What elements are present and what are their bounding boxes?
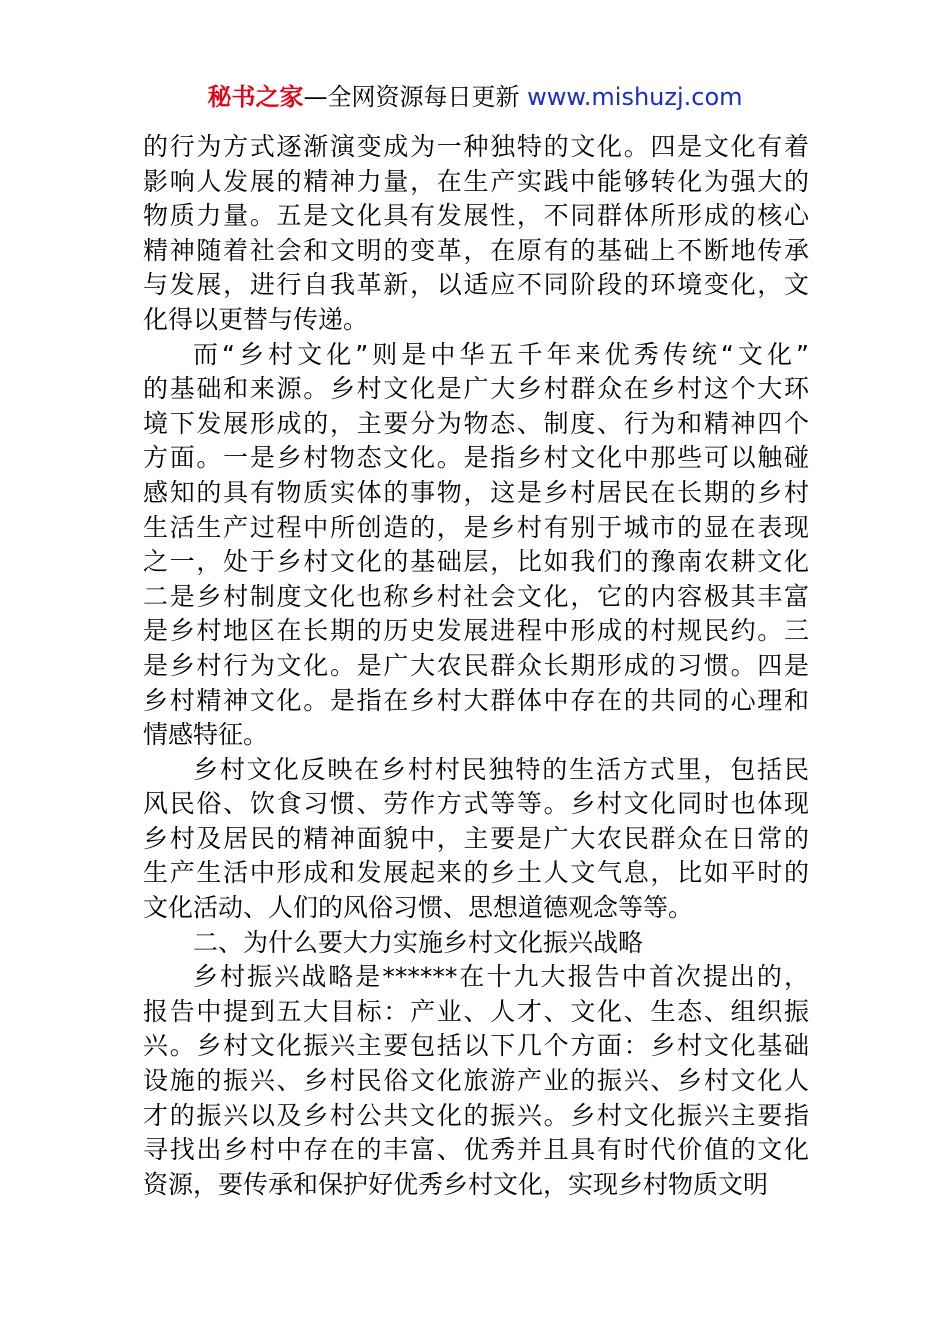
site-tagline: —全网资源每日更新 (303, 83, 528, 111)
paragraph-1-line-3: 方面。一是乡村物态文化。是指乡村文化中那些可以触碰 (143, 443, 809, 473)
site-url[interactable]: www.mishuzj.com (527, 83, 743, 111)
paragraph-0-line-0: 的行为方式逐渐演变成为一种独特的文化。四是文化有着 (143, 132, 809, 161)
site-brand: 秘书之家 (207, 83, 304, 111)
paragraph-0-line-3: 精神随着社会和文明的变革，在原有的基础上不断地传承 (143, 235, 809, 265)
site-header (0, 80, 950, 114)
paragraph-2-line-4: 文化活动、人们的风俗习惯、思想道德观念等等。 (143, 893, 694, 923)
paragraph-1-line-2: 境下发展形成的，主要分为物态、制度、行为和精神四个 (143, 408, 809, 438)
paragraph-2-line-0: 乡村文化反映在乡村村民独特的生活方式里，包括民 (193, 754, 809, 784)
paragraph-0-line-5: 化得以更替与传递。 (143, 304, 369, 334)
paragraph-1-line-10: 乡村精神文化。是指在乡村大群体中存在的共同的心理和 (143, 685, 809, 715)
paragraph-3-line-0: 二、为什么要大力实施乡村文化振兴战略 (193, 927, 644, 957)
paragraph-1-line-8: 是乡村地区在长期的历史发展进程中形成的村规民约。三 (143, 616, 809, 646)
paragraph-2-line-3: 生产生活中形成和发展起来的乡土人文气息，比如平时的 (143, 858, 809, 888)
paragraph-0-line-2: 物质力量。五是文化具有发展性，不同群体所形成的核心 (143, 201, 809, 231)
paragraph-2-line-2: 乡村及居民的精神面貌中，主要是广大农民群众在日常的 (143, 823, 809, 853)
paragraph-4-line-5: 寻找出乡村中存在的丰富、优秀并且具有时代价值的文化 (143, 1135, 809, 1165)
paragraph-4-line-0: 乡村振兴战略是******在十九大报告中首次提出的， (193, 962, 809, 992)
paragraph-1-line-9: 是乡村行为文化。是广大农民群众长期形成的习惯。四是 (143, 650, 809, 680)
document-body (143, 130, 809, 1202)
paragraph-1-line-5: 生活生产过程中所创造的，是乡村有别于城市的显在表现 (143, 512, 809, 542)
paragraph-1-line-1: 的基础和来源。乡村文化是广大乡村群众在乡村这个大环 (143, 374, 809, 404)
paragraph-1-line-6: 之一，处于乡村文化的基础层，比如我们的豫南农耕文化 (143, 547, 809, 577)
paragraph-1-line-4: 感知的具有物质实体的事物，这是乡村居民在长期的乡村 (143, 477, 809, 507)
paragraph-1-line-7: 二是乡村制度文化也称乡村社会文化，它的内容极其丰富 (143, 581, 809, 611)
paragraph-0-line-1: 影响人发展的精神力量，在生产实践中能够转化为强大的 (143, 166, 809, 196)
paragraph-4-line-6: 资源，要传承和保护好优秀乡村文化，实现乡村物质文明 (143, 1169, 769, 1199)
paragraph-1-line-0: 而“乡村文化”则是中华五千年来优秀传统“文化” (193, 339, 809, 369)
paragraph-2-line-1: 风民俗、饮食习惯、劳作方式等等。乡村文化同时也体现 (143, 789, 809, 819)
paragraph-0-line-4: 与发展，进行自我革新，以适应不同阶段的环境变化，文 (143, 270, 809, 300)
paragraph-4-line-1: 报告中提到五大目标：产业、人才、文化、生态、组织振 (143, 996, 809, 1026)
paragraph-4-line-2: 兴。乡村文化振兴主要包括以下几个方面：乡村文化基础 (143, 1031, 809, 1061)
paragraph-1-line-11: 情感特征。 (143, 720, 269, 750)
paragraph-4-line-3: 设施的振兴、乡村民俗文化旅游产业的振兴、乡村文化人 (143, 1066, 809, 1096)
paragraph-4-line-4: 才的振兴以及乡村公共文化的振兴。乡村文化振兴主要指 (143, 1100, 809, 1130)
